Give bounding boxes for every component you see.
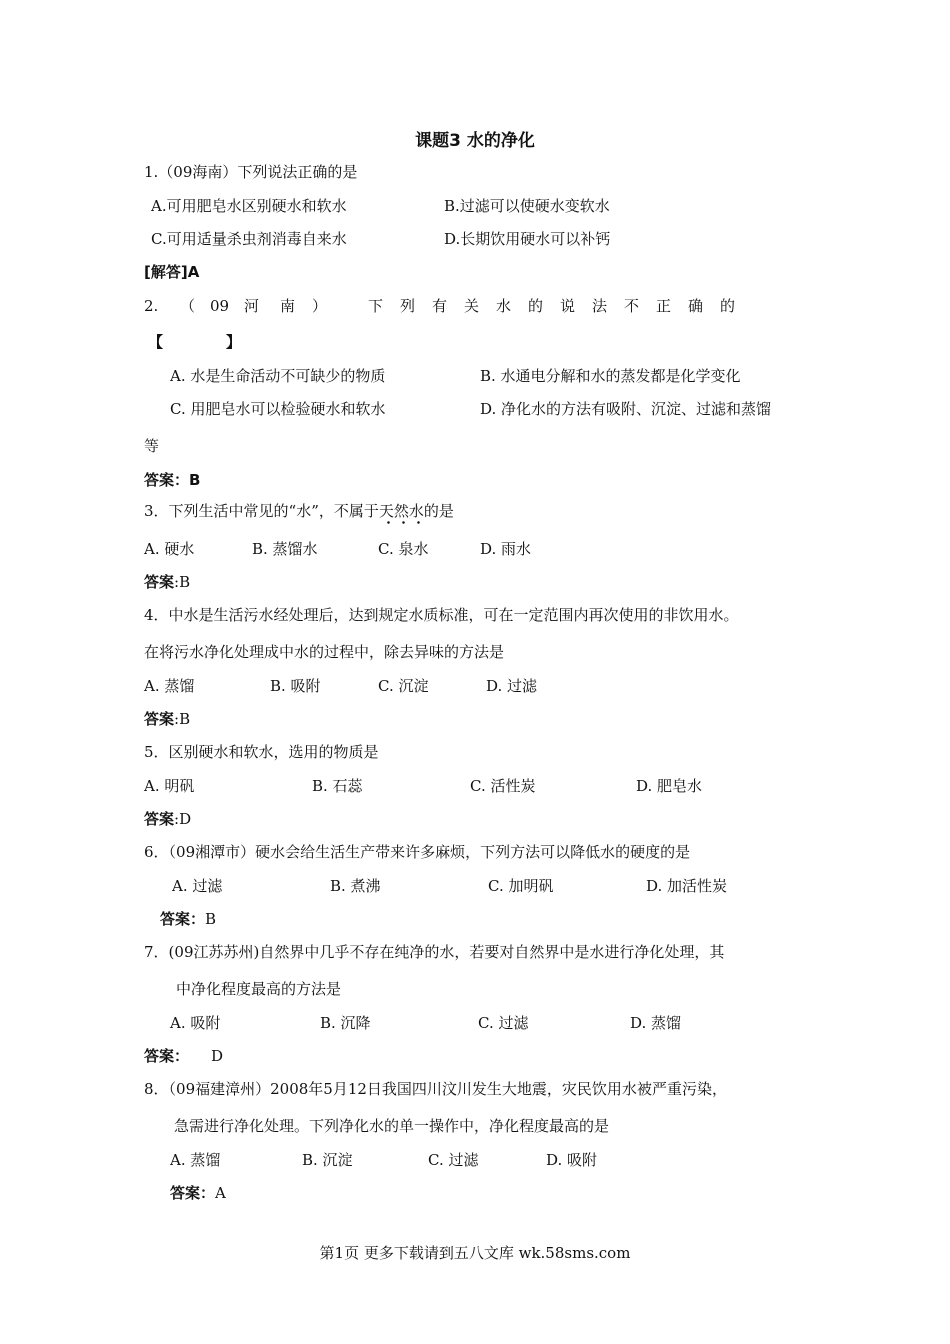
q2-stem-part: 河 bbox=[244, 297, 260, 315]
q2-option-b: B. 水通电分解和水的蒸发都是化学变化 bbox=[480, 367, 741, 385]
q4-option-c: C. 沉淀 bbox=[378, 677, 429, 695]
q7-option-b: B. 沉降 bbox=[320, 1014, 371, 1032]
q7-option-d: D. 蒸馏 bbox=[630, 1014, 682, 1032]
q1-option-d: D.长期饮用硬水可以补钙 bbox=[444, 230, 611, 248]
q2-stem-part: 09 bbox=[210, 297, 230, 315]
q6-stem: 6．（09湘潭市）硬水会给生活生产带来许多麻烦，下列方法可以降低水的硬度的是 bbox=[144, 843, 691, 861]
q1-option-a: A.可用肥皂水区别硬水和软水 bbox=[151, 197, 347, 215]
q5-option-c: C. 活性炭 bbox=[470, 777, 536, 795]
q3-stem-post: 的是 bbox=[423, 502, 454, 520]
q2-option-d-continued: 等 bbox=[144, 437, 160, 455]
q5-option-b: B. 石蕊 bbox=[312, 777, 363, 795]
q2-stem-part: ） bbox=[312, 297, 328, 315]
q3-stem-emphasis: 天然水 bbox=[378, 502, 424, 520]
q2-stem-part: （ bbox=[180, 297, 196, 315]
q5-answer-value: :D bbox=[174, 810, 192, 828]
q8-answer-value: A bbox=[215, 1184, 226, 1202]
q1-option-b: B.过滤可以使硬水变软水 bbox=[444, 197, 610, 215]
q7-option-c: C. 过滤 bbox=[478, 1014, 529, 1032]
q3-option-d: D. 雨水 bbox=[480, 540, 532, 558]
q2-option-a: A. 水是生命活动不可缺少的物质 bbox=[170, 367, 386, 385]
page-footer: 第1页 更多下载请到五八文库 wk.58sms.com bbox=[319, 1244, 631, 1262]
q6-option-b: B. 煮沸 bbox=[330, 877, 381, 895]
q2-stem-part: 下 bbox=[368, 297, 384, 315]
q5-option-d: D. 肥皂水 bbox=[636, 777, 703, 795]
q6-answer-label: 答案： bbox=[160, 910, 206, 928]
q4-stem-line1: 4．中水是生活污水经处理后，达到规定水质标准，可在一定范围内再次使用的非饮用水。 bbox=[144, 606, 739, 624]
q8-stem-line1: 8．（09福建漳州）2008年5月12日我国四川汶川发生大地震，灾民饮用水被严重污染， bbox=[144, 1080, 727, 1098]
q4-option-b: B. 吸附 bbox=[270, 677, 321, 695]
q2-stem-part: 确 bbox=[688, 297, 704, 315]
q2-stem-part: 的 bbox=[720, 297, 736, 315]
q2-bracket-close: 】 bbox=[226, 333, 242, 351]
q2-stem-part: 有 bbox=[432, 297, 448, 315]
q7-answer-label: 答案： bbox=[144, 1047, 190, 1065]
q2-stem-part: 南 bbox=[280, 297, 296, 315]
q5-stem: 5．区别硬水和软水，选用的物质是 bbox=[144, 743, 379, 761]
q6-option-a: A. 过滤 bbox=[172, 877, 223, 895]
q1-answer: [解答]A bbox=[144, 263, 200, 281]
q3-option-b: B. 蒸馏水 bbox=[252, 540, 318, 558]
q2-stem-part: 的 bbox=[528, 297, 544, 315]
q8-option-c: C. 过滤 bbox=[428, 1151, 479, 1169]
q7-option-a: A. 吸附 bbox=[170, 1014, 221, 1032]
q2-stem-part: 说 bbox=[560, 297, 576, 315]
q8-option-d: D. 吸附 bbox=[546, 1151, 598, 1169]
q2-stem-part: 水 bbox=[496, 297, 512, 315]
q7-answer-value: D bbox=[211, 1047, 224, 1065]
q3-option-c: C. 泉水 bbox=[378, 540, 429, 558]
q3-option-a: A. 硬水 bbox=[144, 540, 195, 558]
q2-answer-value: B bbox=[189, 471, 201, 489]
q2-stem-part: 正 bbox=[656, 297, 672, 315]
q7-stem-line2: 中净化程度最高的方法是 bbox=[176, 980, 342, 998]
q3-stem bbox=[144, 501, 454, 521]
q8-option-b: B. 沉淀 bbox=[302, 1151, 353, 1169]
q6-answer-value: B bbox=[205, 910, 217, 928]
q2-option-c: C. 用肥皂水可以检验硬水和软水 bbox=[170, 400, 386, 418]
q4-stem-line2: 在将污水净化处理成中水的过程中，除去异味的方法是 bbox=[144, 643, 505, 661]
q5-option-a: A. 明矾 bbox=[144, 777, 195, 795]
q8-answer-label: 答案： bbox=[170, 1184, 216, 1202]
q6-option-c: C. 加明矾 bbox=[488, 877, 554, 895]
q2-answer-label: 答案： bbox=[144, 471, 190, 489]
q2-stem-num: 2. bbox=[144, 297, 159, 315]
q7-stem-line1: 7．(09江苏苏州)自然界中几乎不存在纯净的水，若要对自然界中是水进行净化处理，其 bbox=[144, 943, 725, 961]
q8-option-a: A. 蒸馏 bbox=[170, 1151, 221, 1169]
q4-option-a: A. 蒸馏 bbox=[144, 677, 195, 695]
page-title: 课题3 水的净化 bbox=[415, 131, 535, 151]
q5-answer-label: 答案 bbox=[144, 810, 175, 828]
q2-stem-part: 列 bbox=[400, 297, 416, 315]
q3-answer-value: :B bbox=[174, 573, 191, 591]
q8-stem-line2: 急需进行净化处理。下列净化水的单一操作中，净化程度最高的是 bbox=[174, 1117, 610, 1135]
q4-answer-value: :B bbox=[174, 710, 191, 728]
q1-stem: 1.（09海南）下列说法正确的是 bbox=[144, 163, 358, 181]
q4-option-d: D. 过滤 bbox=[486, 677, 538, 695]
q2-stem-part: 关 bbox=[464, 297, 480, 315]
q6-option-d: D. 加活性炭 bbox=[646, 877, 728, 895]
q3-stem-pre: 3．下列生活中常见的“水”，不属于 bbox=[144, 502, 379, 520]
q1-option-c: C.可用适量杀虫剂消毒自来水 bbox=[151, 230, 347, 248]
q2-stem-part: 不 bbox=[624, 297, 640, 315]
q2-bracket-open: 【 bbox=[148, 333, 164, 351]
q2-option-d: D. 净化水的方法有吸附、沉淀、过滤和蒸馏 bbox=[480, 400, 772, 418]
q4-answer-label: 答案 bbox=[144, 710, 175, 728]
q3-answer-label: 答案 bbox=[144, 573, 175, 591]
q2-stem-part: 法 bbox=[592, 297, 608, 315]
